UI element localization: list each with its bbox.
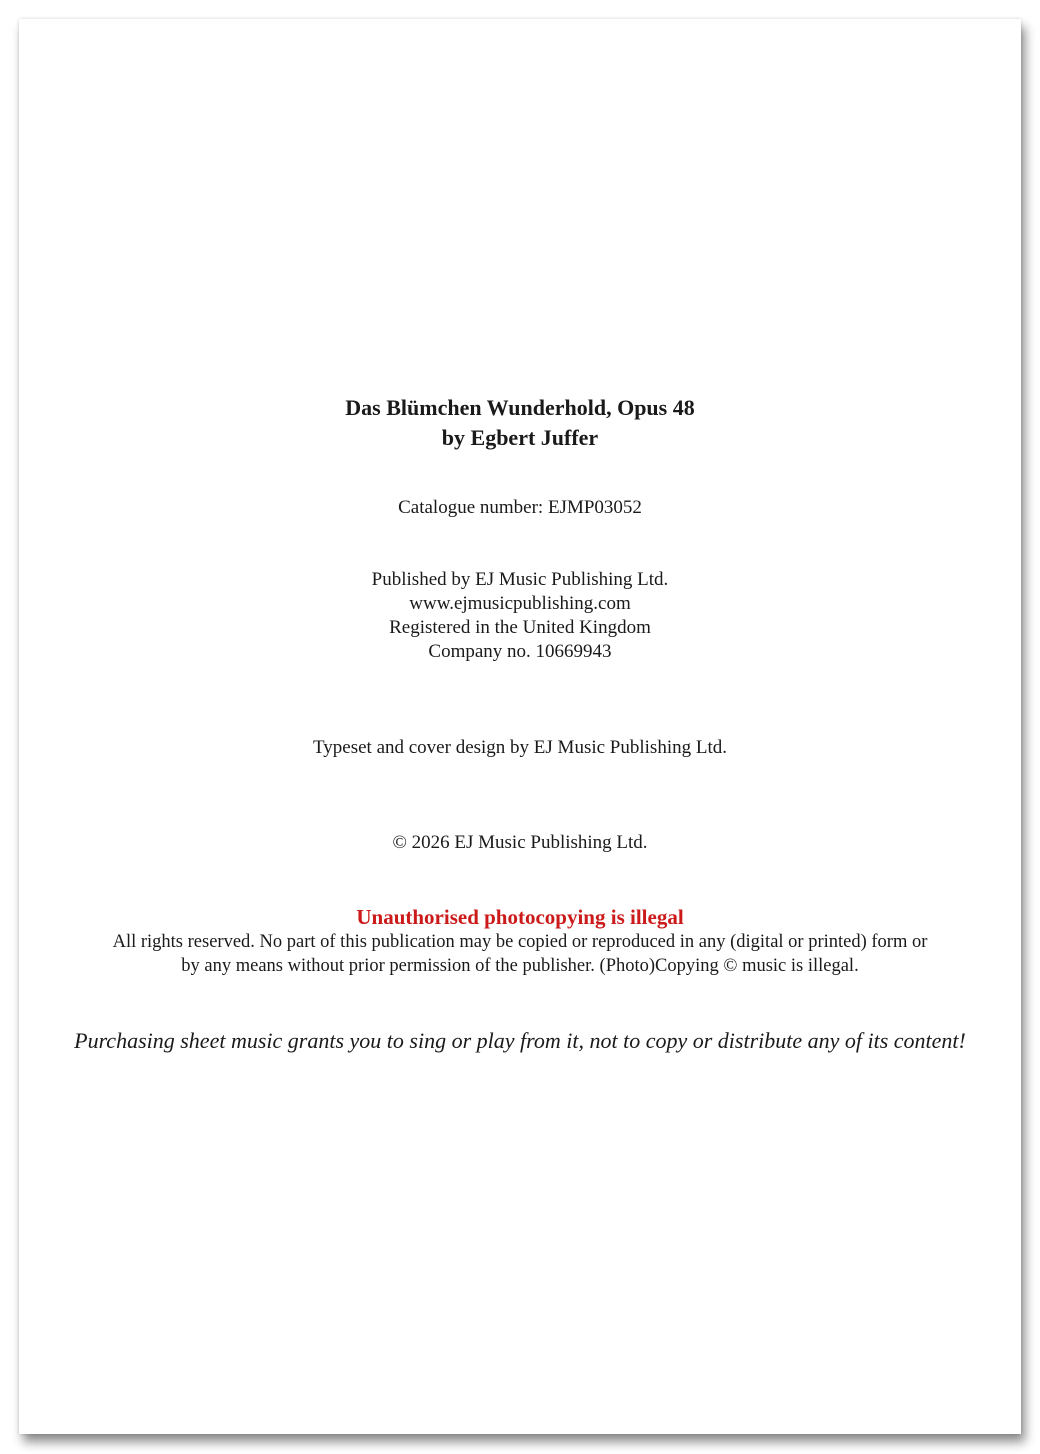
rights-line-2: by any means without prior permission of the publisher. (Photo)Copying © music is illegal.	[181, 956, 859, 976]
publisher-website: www.ejmusicpublishing.com	[409, 593, 631, 614]
document-page	[19, 19, 1021, 1434]
typeset-credit: Typeset and cover design by EJ Music Publishing Ltd.	[313, 737, 727, 758]
rights-line-1: All rights reserved. No part of this publication may be copied or reproduced in any (digital or printed) form or	[112, 932, 928, 952]
title-block	[19, 393, 1021, 453]
publisher-registration: Registered in the United Kingdom	[389, 617, 651, 638]
publisher-info	[19, 568, 1021, 664]
rights-statement	[19, 930, 1021, 978]
catalogue-number: Catalogue number: EJMP03052	[398, 497, 642, 518]
photocopy-warning-heading: Unauthorised photocopying is illegal	[356, 905, 684, 929]
purchase-notice: Purchasing sheet music grants you to sing or play from it, not to copy or distribute any of its content!	[74, 1028, 966, 1053]
company-number: Company no. 10669943	[428, 641, 612, 662]
work-title: Das Blümchen Wunderhold, Opus 48	[345, 395, 695, 420]
copyright-line: © 2026 EJ Music Publishing Ltd.	[392, 832, 648, 853]
composer-credit: by Egbert Juffer	[441, 425, 599, 450]
publisher-name: Published by EJ Music Publishing Ltd.	[371, 569, 669, 590]
